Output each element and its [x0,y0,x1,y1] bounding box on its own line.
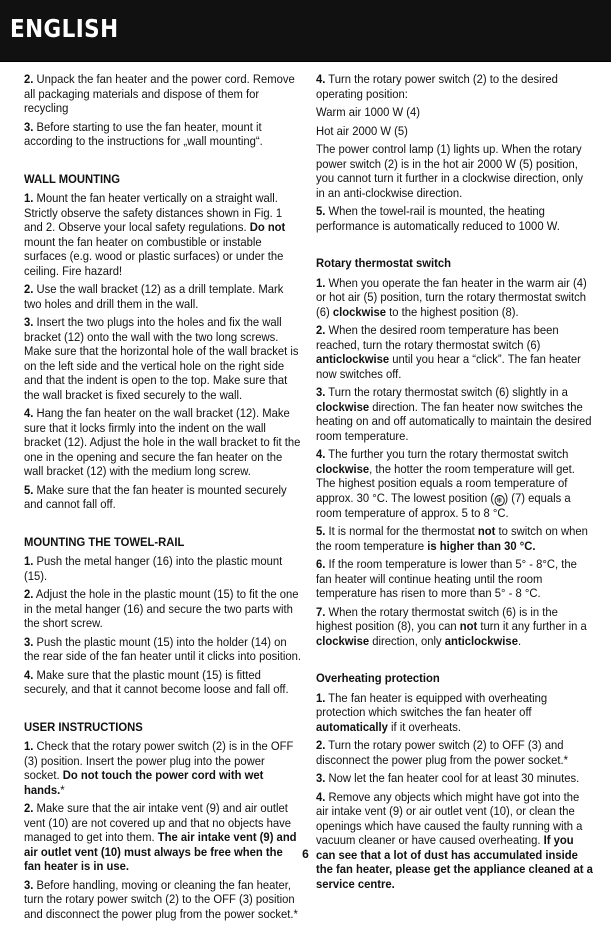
step-number: 2. [316,738,326,752]
step-text: Insert the two plugs into the holes and fix the wall bracket (12) onto the wall with the two long screws. Make sure that the horizontal hole of the wall bracket is on the left side and the vertical hole on the right side and that the indent is open to the top. Make sure that the wall bracket is fixed securely to the wall. [24,315,299,402]
step-paragraph [24,668,302,697]
step-paragraph [24,72,302,116]
emphasis-text: automatically [316,719,388,734]
step-paragraph [24,878,302,922]
step-number: 2. [24,587,34,601]
step-number: 4. [24,406,34,420]
step-text: ) (7) equals a room temperature of approx. 5 to 8 °C. [316,490,571,520]
step-number: 1. [316,690,326,705]
step-text: Make sure that the plastic mount (15) is fitted securely, and that it cannot become loose and fall off. [24,667,289,696]
step-text: Unpack the fan heater and the power cord. Remove all packaging materials and dispose of them for recycling [24,72,295,115]
step-text: , the hotter the room temperature will get. The highest position equals a room temperature of approx. 30 °C. The lowest position ( [316,461,575,505]
step-text: Make sure that the fan heater is mounted securely and cannot fall off. [24,482,287,511]
step-paragraph [24,191,302,278]
step-text: to switch on when the room temperature [316,524,588,553]
step-text: to the highest position (8). [386,304,519,319]
step-number: 3. [24,119,34,134]
step-paragraph [316,691,594,735]
language-title: ENGLISH [10,14,119,43]
emphasis-text: anticlockwise [444,633,518,648]
step-paragraph [24,406,302,479]
step-number: 3. [316,385,326,399]
left-column [24,72,302,925]
step-number: 5. [316,204,326,218]
step-text: Before handling, moving or cleaning the fan heater, turn the rotary power switch (2) to the OFF (3) position and disconnect the power plug from the power socket.* [24,877,298,921]
emphasis-text: clockwise [332,304,387,319]
step-text: It is normal for the thermostat [325,524,478,538]
step-paragraph [24,554,302,583]
setting-warm-air: Warm air 1000 W (4) [316,105,420,119]
step-text: Before starting to use the fan heater, mount it according to the instructions for „wall mounting“. [24,119,263,148]
emphasis-text: Do not [249,220,286,234]
step-text: Remove any objects which might have got into the air intake vent (9) or air outlet vent (10), or clean the openings which have caused the faulty running with a vacuum cleaner or have caused overheating. [316,789,583,847]
step-number: 4. [316,72,326,86]
step-text: mount the fan heater on combustible or instable surfaces (e.g. wood or plastic surfaces) or under the ceiling. Fire hazard! [24,234,284,278]
step-paragraph [316,771,594,786]
emphasis-text: clockwise [316,461,370,476]
step-paragraph [316,447,594,520]
warning-text: Do not touch the power cord with wet hands. [24,768,264,797]
step-text: Push the metal hanger (16) into the plastic mount (15). [24,554,283,583]
step-text: Make sure that the air intake vent (9) and air outlet vent (10) are not covered up and that no objects have managed to get into them. [24,801,291,844]
step-paragraph [316,790,594,892]
emphasis-text: not [477,524,496,538]
step-number: 1. [24,739,34,753]
step-number: 7. [316,604,326,619]
right-column [316,72,594,895]
step-text: Turn the rotary thermostat switch (6) slightly in a [325,385,568,399]
step-paragraph [316,524,594,553]
step-text: Check that the rotary power switch (2) is in the OFF (3) position. Insert the power plug into the power socket. [24,739,294,782]
page-number: 6 [302,847,309,861]
section-heading-thermostat: Rotary thermostat switch [316,256,451,270]
section-heading-user-instructions: USER INSTRUCTIONS [24,719,143,734]
step-number: 3. [316,771,326,785]
section-heading-overheating: Overheating protection [316,671,440,685]
step-number: 3. [24,315,34,329]
step-number: 4. [316,447,326,461]
warning-text: If you can see that a lot of dust has accumulated inside the fan heater, please get the appliance cleaned at a service centre. [316,833,593,891]
step-number: 2. [24,282,34,296]
step-text: Push the plastic mount (15) into the holder (14) on the rear side of the fan heater until it clicks into position. [24,634,301,663]
step-text: until you hear a “click”. The fan heater now switches off. [316,352,581,381]
step-number: 2. [316,323,326,337]
step-paragraph [316,323,594,381]
step-number: 4. [316,789,326,804]
step-paragraph [24,282,302,311]
step-paragraph [24,587,302,631]
step-paragraph [24,483,302,512]
step-number: 1. [24,554,34,568]
step-number: 5. [24,482,34,497]
warning-text: The air intake vent (9) and air outlet vent (10) must always be free when the fan heater is in use. [24,830,297,873]
snowflake-icon: ❄ [494,495,504,506]
emphasis-text: not [459,619,478,633]
step-paragraph [24,315,302,402]
step-text: . [517,633,522,648]
step-number: 2. [24,72,34,86]
step-paragraph [24,635,302,664]
step-number: 2. [24,801,34,815]
step-text: direction, only [369,633,445,648]
step-number: 6. [316,557,326,571]
step-text: turn it any further in a [477,619,587,633]
step-text: The further you turn the rotary thermostat switch [325,447,569,461]
step-text: If the room temperature is lower than 5° - 8°C, the fan heater will continue heating until the room temperature has risen to more than 5° - 8 °C. [316,557,577,600]
emphasis-text: clockwise [316,399,370,414]
step-text: When the towel-rail is mounted, the heating performance is automatically reduced to 1000 W. [316,204,560,233]
step-text: When the desired room temperature has been reached, turn the rotary thermostat switch (6) [316,323,559,352]
step-text: Now let the fan heater cool for at least 30 minutes. [325,771,580,785]
step-text: When you operate the fan heater in the warm air (4) or hot air (5) position, turn the rotary thermostat switch (6) [316,275,587,319]
step-paragraph [316,72,594,101]
step-number: 1. [316,275,326,290]
step-paragraph [316,276,594,320]
step-paragraph [24,120,302,149]
step-text: Adjust the hole in the plastic mount (15) to fit the one in the metal hanger (16) and secure the two parts with the short screw. [24,587,299,630]
step-text: Turn the rotary power switch (2) to OFF (3) and disconnect the power plug from the power socket.* [316,738,568,767]
step-text: if it overheats. [387,719,462,734]
step-paragraph [24,801,302,874]
step-paragraph [316,738,594,767]
step-text: Use the wall bracket (12) as a drill template. Mark two holes and drill them in the wall. [24,282,284,311]
step-paragraph [316,204,594,233]
step-number: 1. [24,191,34,205]
step-text: Hang the fan heater on the wall bracket (12). Make sure that it locks firmly into the indent on the wall bracket (12). Adjust the hole in the wall bracket to fit the one in the opening and secure the fan heater on the wall bracket (12) with the medium long screw. [24,406,301,478]
step-text: The fan heater is equipped with overheating protection which switches the fan heater off [316,690,548,719]
step-text: Mount the fan heater vertically on a straight wall. Strictly observe the safety distances shown in Fig. 1 and 2. Observe your local safety regulations. [24,191,283,234]
lamp-note: The power control lamp (1) lights up. When the rotary power switch (2) is in the hot air 2000 W (5) position, you cannot turn it further in a clockwise direction, only in an anti-clockwise direction. [316,142,583,200]
language-header [0,0,611,62]
step-number: 5. [316,524,326,538]
section-heading-wall-mounting: WALL MOUNTING [24,171,121,186]
footnote-mark: * [60,782,65,797]
setting-hot-air: Hot air 2000 W (5) [316,123,408,138]
emphasis-text: is higher than 30 °C. [427,538,536,553]
step-paragraph [316,385,594,443]
step-text: Turn the rotary power switch (2) to the desired operating position: [316,72,558,101]
step-paragraph [316,557,594,601]
emphasis-text: anticlockwise [316,352,390,366]
emphasis-text: clockwise [316,633,370,648]
step-number: 3. [24,877,34,892]
section-heading-towel-rail: MOUNTING THE TOWEL-RAIL [24,534,185,549]
step-text: direction. The fan heater now switches the heating on and off automatically to maintain the desired room temperature. [316,399,592,443]
step-text: When the rotary thermostat switch (6) is in the highest position (8), you can [316,604,558,633]
step-paragraph [316,605,594,649]
step-paragraph [24,739,302,797]
step-number: 4. [24,667,34,682]
step-number: 3. [24,634,34,649]
